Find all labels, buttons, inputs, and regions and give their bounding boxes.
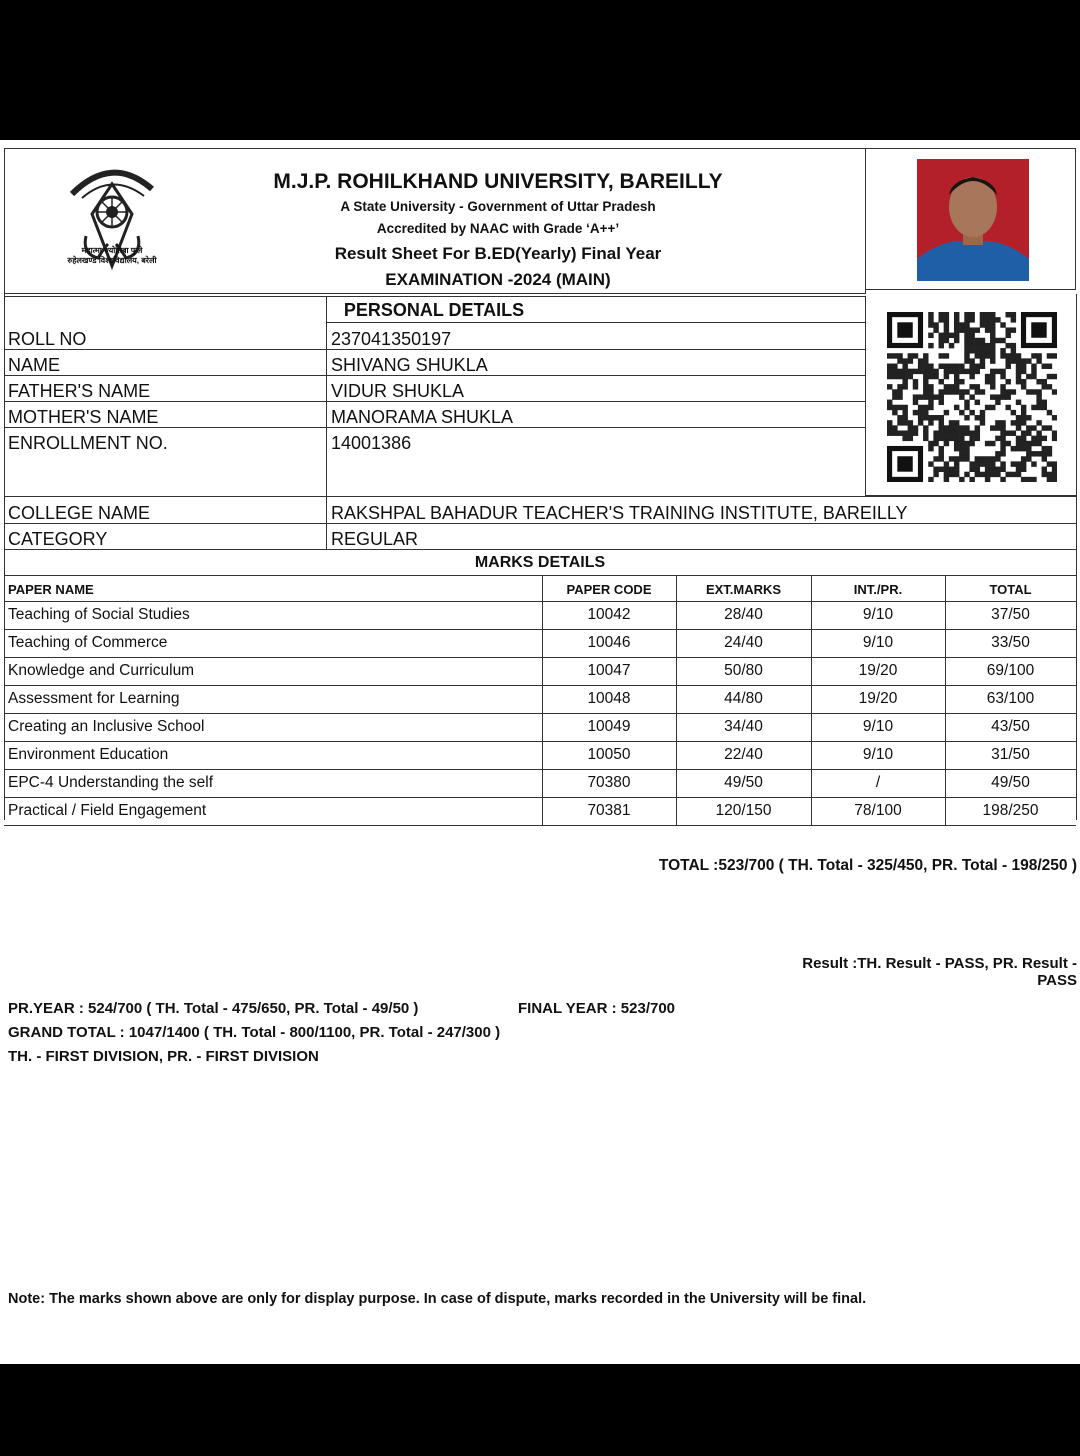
paper-code-cell: 70380 [587, 774, 631, 791]
grand-total-line: GRAND TOTAL : 1047/1400 ( TH. Total - 800/1100, PR. Total - 247/300 ) [8, 1024, 501, 1041]
father-name-label: FATHER'S NAME [8, 381, 151, 401]
table-row [4, 629, 1076, 657]
total-cell: 31/50 [991, 746, 1030, 763]
ext-marks-cell: 44/80 [724, 690, 763, 707]
paper-name-cell: Knowledge and Curriculum [8, 662, 195, 679]
table-row [4, 769, 1076, 797]
total-cell: 49/50 [991, 774, 1030, 791]
accreditation-line: Accredited by NAAC with Grade ‘A++’ [376, 221, 620, 236]
table-row [4, 685, 1076, 713]
paper-name-cell: Teaching of Social Studies [8, 606, 190, 623]
column-header-ext-marks: EXT.MARKS [705, 582, 782, 597]
logo-motto-bottom: रुहेलखण्ड विश्वविद्यालय, बरेली [67, 256, 157, 265]
paper-code-cell: 70381 [587, 802, 631, 819]
father-name-value: VIDUR SHUKLA [331, 381, 465, 401]
mother-name-label: MOTHER'S NAME [8, 407, 159, 427]
result-line-1: Result :TH. Result - PASS, PR. Result - [802, 955, 1077, 972]
total-line: TOTAL :523/700 ( TH. Total - 325/450, PR. Total - 198/250 ) [658, 857, 1077, 874]
marks-details-heading: MARKS DETAILS [474, 554, 606, 571]
total-cell: 69/100 [986, 662, 1035, 679]
pr-year-line: PR.YEAR : 524/700 ( TH. Total - 475/650, PR. Total - 49/50 ) [8, 1000, 419, 1017]
category-value: REGULAR [331, 529, 419, 549]
total-cell: 63/100 [986, 690, 1035, 707]
table-row [4, 713, 1076, 741]
paper-name-cell: Teaching of Commerce [8, 634, 168, 651]
int-pr-cell: 9/10 [862, 634, 894, 651]
table-row [4, 797, 1076, 825]
result-sheet-title: Result Sheet For B.ED(Yearly) Final Year [334, 244, 662, 263]
total-cell: 33/50 [991, 634, 1030, 651]
roll-no-value: 237041350197 [331, 329, 452, 349]
ext-marks-cell: 120/150 [715, 802, 772, 819]
ext-marks-cell: 34/40 [724, 718, 763, 735]
personal-details-heading: PERSONAL DETAILS [343, 300, 525, 320]
table-row [4, 601, 1076, 629]
paper-name-cell: Practical / Field Engagement [8, 802, 207, 819]
paper-name-cell: Environment Education [8, 746, 169, 763]
ext-marks-cell: 22/40 [724, 746, 763, 763]
int-pr-cell: 78/100 [854, 802, 902, 819]
paper-code-cell: 10048 [587, 690, 631, 707]
int-pr-cell: 9/10 [862, 718, 894, 735]
college-name-label: COLLEGE NAME [8, 503, 151, 523]
division-line: TH. - FIRST DIVISION, PR. - FIRST DIVISION [8, 1048, 319, 1065]
name-value: SHIVANG SHUKLA [331, 355, 488, 375]
student-portrait-icon [917, 159, 1029, 281]
name-label: NAME [8, 355, 61, 375]
result-sheet [0, 140, 1080, 1364]
student-photo [917, 159, 1029, 281]
int-pr-cell: 19/20 [858, 662, 898, 679]
paper-code-cell: 10050 [587, 746, 631, 763]
paper-name-cell: EPC-4 Understanding the self [8, 774, 214, 791]
university-logo [52, 154, 172, 274]
qr-code [887, 312, 1057, 482]
category-label: CATEGORY [8, 529, 108, 549]
marks-table [4, 575, 1076, 818]
enrollment-no-label: ENROLLMENT NO. [8, 433, 168, 453]
college-name-value: RAKSHPAL BAHADUR TEACHER'S TRAINING INSTITUTE, BAREILLY [331, 503, 908, 523]
row-divider [4, 825, 1076, 826]
qr-code-icon [887, 312, 1057, 482]
column-header-total: TOTAL [989, 582, 1032, 597]
roll-no-label: ROLL NO [8, 329, 87, 349]
column-header-int-pr: INT./PR. [853, 582, 903, 597]
column-header-paper-name: PAPER NAME [8, 582, 94, 597]
total-cell: 198/250 [982, 802, 1039, 819]
column-header-paper-code: PAPER CODE [566, 582, 652, 597]
int-pr-cell: / [875, 774, 881, 791]
paper-name-cell: Assessment for Learning [8, 690, 180, 707]
logo-motto-top: महात्मा ज्योतिबा फुले [81, 246, 143, 255]
paper-code-cell: 10042 [587, 606, 631, 623]
result-line-2: PASS [1037, 972, 1077, 989]
enrollment-no-value: 14001386 [331, 433, 412, 453]
final-year-line: FINAL YEAR : 523/700 [518, 1000, 676, 1017]
paper-code-cell: 10047 [587, 662, 631, 679]
ext-marks-cell: 50/80 [724, 662, 763, 679]
paper-code-cell: 10046 [587, 634, 631, 651]
ext-marks-cell: 28/40 [724, 606, 763, 623]
examination-title: EXAMINATION -2024 (MAIN) [385, 270, 611, 289]
ext-marks-cell: 24/40 [724, 634, 763, 651]
int-pr-cell: 19/20 [858, 690, 898, 707]
paper-name-cell: Creating an Inclusive School [8, 718, 205, 735]
total-cell: 43/50 [991, 718, 1030, 735]
mother-name-value: MANORAMA SHUKLA [331, 407, 514, 427]
paper-code-cell: 10049 [587, 718, 631, 735]
university-name: M.J.P. ROHILKHAND UNIVERSITY, BAREILLY [273, 170, 723, 193]
total-cell: 37/50 [991, 606, 1030, 623]
table-row [4, 657, 1076, 685]
disclaimer-note: Note: The marks shown above are only for display purpose. In case of dispute, marks recorded in the University will be final. [8, 1291, 867, 1307]
int-pr-cell: 9/10 [862, 606, 894, 623]
university-subtitle: A State University - Government of Uttar Pradesh [340, 199, 656, 214]
table-row [4, 741, 1076, 769]
ext-marks-cell: 49/50 [724, 774, 763, 791]
int-pr-cell: 9/10 [862, 746, 894, 763]
